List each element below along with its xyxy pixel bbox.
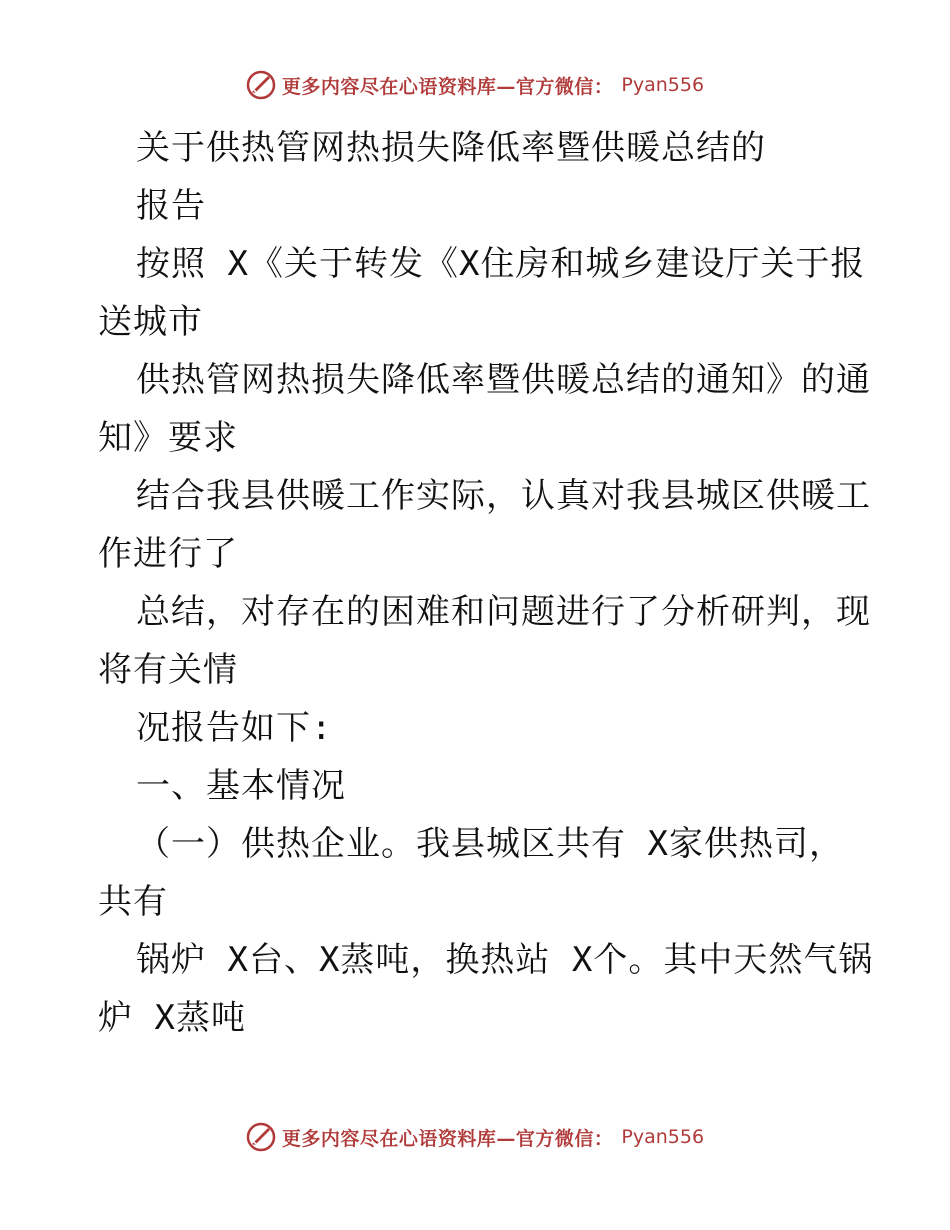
text-line: 送城市 <box>98 302 203 342</box>
header-banner-text: 更多内容尽在心语资料库—官方微信： <box>281 75 614 98</box>
text-line: 报告 <box>136 186 206 226</box>
header-banner-inner <box>246 70 704 100</box>
text-line: 锅炉 X台、X蒸吨，换热站 X个。其中天然气锅 <box>136 940 874 980</box>
text-line: 况报告如下: <box>136 708 333 748</box>
header-banner <box>0 70 950 100</box>
quill-logo-icon <box>246 1122 276 1152</box>
section-heading: 一、基本情况 <box>136 766 346 806</box>
footer-banner <box>0 1122 950 1152</box>
text-line: 结合我县供暖工作实际，认真对我县城区供暖工 <box>136 476 871 516</box>
quill-logo-icon <box>246 70 276 100</box>
text-line: 知》要求 <box>98 418 238 458</box>
text-line: 共有 <box>98 882 168 922</box>
header-banner-id: Pyan556 <box>621 74 705 96</box>
text-line: 将有关情 <box>98 650 238 690</box>
text-line: 炉 X蒸吨 <box>98 998 246 1038</box>
text-line: 作进行了 <box>98 534 238 574</box>
text-line: 关于供热管网热损失降低率暨供暖总结的 <box>136 128 766 168</box>
footer-banner-text: 更多内容尽在心语资料库—官方微信： <box>281 1127 614 1150</box>
text-line: 按照 X《关于转发《X住房和城乡建设厅关于报 <box>136 244 866 284</box>
text-line: 供热管网热损失降低率暨供暖总结的通知》的通 <box>136 360 871 400</box>
text-line: 总结，对存在的困难和问题进行了分析研判，现 <box>136 592 871 632</box>
footer-banner-inner <box>246 1122 704 1152</box>
text-line: （一）供热企业。我县城区共有 X家供热司， <box>136 824 844 864</box>
footer-banner-id: Pyan556 <box>621 1126 705 1148</box>
